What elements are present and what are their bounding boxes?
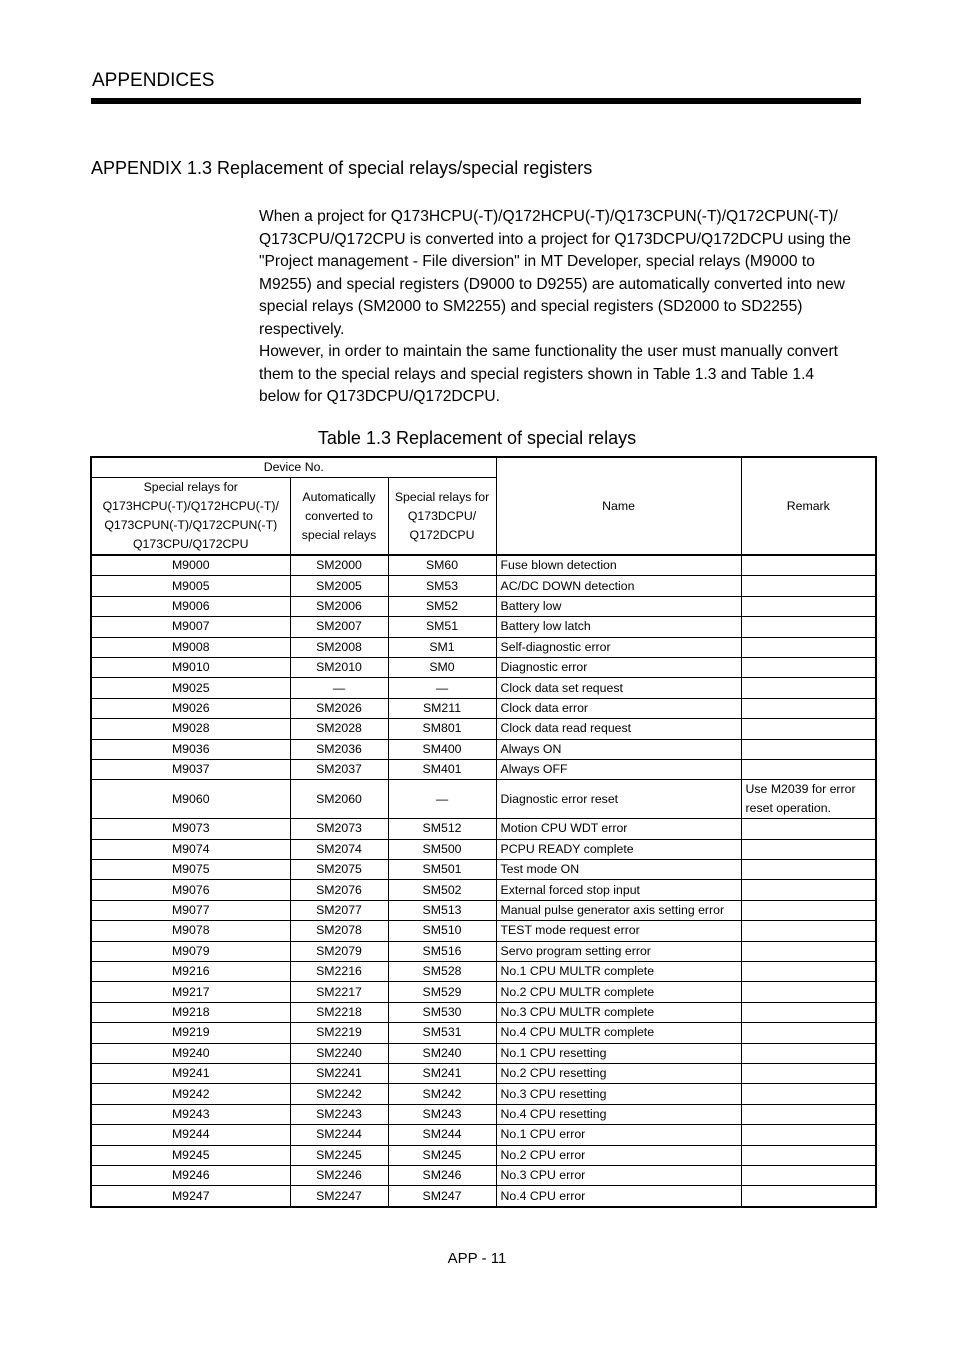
- remark-line: reset operation.: [745, 801, 831, 816]
- cell-special-relay-new: —: [388, 678, 496, 698]
- table-row: [91, 921, 876, 941]
- cell-special-relay-old: M9074: [91, 839, 290, 859]
- cell-remark: [741, 678, 876, 698]
- table-row: [91, 962, 876, 982]
- header-device-no: Device No.: [91, 457, 496, 478]
- cell-remark: [741, 739, 876, 759]
- cell-remark: [741, 900, 876, 920]
- cell-name: No.1 CPU MULTR complete: [496, 962, 741, 982]
- cell-remark: [741, 576, 876, 596]
- table-row: [91, 759, 876, 779]
- cell-special-relay-new: SM242: [388, 1084, 496, 1104]
- cell-remark: [741, 780, 876, 819]
- cell-name: Battery low latch: [496, 617, 741, 637]
- cell-remark: [741, 719, 876, 739]
- cell-name: External forced stop input: [496, 880, 741, 900]
- table-row: [91, 1104, 876, 1124]
- paragraph-line: Q173CPU/Q172CPU is converted into a project for Q173DCPU/Q172DCPU using the: [259, 230, 851, 248]
- cell-name: Clock data set request: [496, 678, 741, 698]
- cell-name: TEST mode request error: [496, 921, 741, 941]
- cell-auto-converted: SM2006: [290, 596, 388, 616]
- cell-special-relay-new: SM801: [388, 719, 496, 739]
- table-row: [91, 1145, 876, 1165]
- cell-remark: [741, 1063, 876, 1083]
- cell-auto-converted: SM2036: [290, 739, 388, 759]
- cell-name: No.2 CPU resetting: [496, 1063, 741, 1083]
- cell-special-relay-new: SM243: [388, 1104, 496, 1124]
- cell-auto-converted: SM2060: [290, 780, 388, 819]
- header-line: special relays: [301, 527, 377, 542]
- cell-name: No.3 CPU error: [496, 1165, 741, 1185]
- header-line: Q172DCPU: [409, 527, 475, 542]
- cell-name: No.2 CPU error: [496, 1145, 741, 1165]
- cell-remark: [741, 1043, 876, 1063]
- header-line: Q173CPU/Q172CPU: [132, 537, 249, 551]
- cell-auto-converted: SM2073: [290, 819, 388, 839]
- cell-remark: [741, 1002, 876, 1022]
- cell-remark: [741, 860, 876, 880]
- table-row: [91, 780, 876, 819]
- page-number: APP - 11: [447, 1250, 507, 1267]
- cell-name: Test mode ON: [496, 860, 741, 880]
- table-caption: Table 1.3 Replacement of special relays: [317, 428, 637, 448]
- cell-auto-converted: SM2216: [290, 962, 388, 982]
- section-header-label: APPENDICES: [92, 70, 215, 91]
- table-row: [91, 900, 876, 920]
- table-row: [91, 819, 876, 839]
- cell-remark: [741, 555, 876, 576]
- cell-special-relay-old: M9247: [91, 1186, 290, 1207]
- cell-name: No.1 CPU error: [496, 1125, 741, 1145]
- cell-special-relay-old: M9219: [91, 1023, 290, 1043]
- cell-special-relay-new: SM516: [388, 941, 496, 961]
- cell-special-relay-old: M9218: [91, 1002, 290, 1022]
- cell-special-relay-new: SM513: [388, 900, 496, 920]
- cell-special-relay-new: SM529: [388, 982, 496, 1002]
- cell-auto-converted: SM2008: [290, 637, 388, 657]
- cell-auto-converted: SM2000: [290, 555, 388, 576]
- paragraph-1: [259, 206, 859, 341]
- paragraph-line: However, in order to maintain the same functionality the user must manually convert: [259, 343, 838, 360]
- cell-remark: [741, 941, 876, 961]
- table-row: [91, 880, 876, 900]
- paragraph-2: [259, 341, 859, 409]
- cell-special-relay-old: M9073: [91, 819, 290, 839]
- cell-special-relay-new: SM0: [388, 657, 496, 677]
- table-row: [91, 596, 876, 616]
- cell-special-relay-old: M9217: [91, 982, 290, 1002]
- table-row: [91, 860, 876, 880]
- cell-special-relay-new: SM528: [388, 962, 496, 982]
- cell-remark: [741, 596, 876, 616]
- header-rule: [91, 98, 861, 104]
- cell-auto-converted: SM2245: [290, 1145, 388, 1165]
- body-text: [259, 206, 859, 409]
- cell-special-relay-old: M9007: [91, 617, 290, 637]
- cell-auto-converted: SM2219: [290, 1023, 388, 1043]
- cell-name: Self-diagnostic error: [496, 637, 741, 657]
- cell-special-relay-old: M9077: [91, 900, 290, 920]
- table-row: [91, 555, 876, 576]
- table-row: [91, 1023, 876, 1043]
- cell-special-relay-new: SM512: [388, 819, 496, 839]
- cell-auto-converted: SM2007: [290, 617, 388, 637]
- header-line: Q173CPUN(-T)/Q172CPUN(-T): [104, 518, 278, 532]
- cell-name: Always OFF: [496, 759, 741, 779]
- table-row: [91, 1084, 876, 1104]
- cell-auto-converted: SM2246: [290, 1165, 388, 1185]
- cell-name: No.3 CPU resetting: [496, 1084, 741, 1104]
- cell-special-relay-new: SM247: [388, 1186, 496, 1207]
- cell-special-relay-new: SM400: [388, 739, 496, 759]
- paragraph-line: M9255) and special registers (D9000 to D9255) are automatically converted into new: [259, 275, 845, 293]
- cell-auto-converted: SM2028: [290, 719, 388, 739]
- cell-remark: [741, 1145, 876, 1165]
- cell-name: Diagnostic error: [496, 657, 741, 677]
- header-line: Q173HCPU(-T)/Q172HCPU(-T)/: [102, 499, 279, 513]
- cell-special-relay-new: SM51: [388, 617, 496, 637]
- cell-special-relay-old: M9036: [91, 739, 290, 759]
- cell-auto-converted: SM2217: [290, 982, 388, 1002]
- cell-name: Fuse blown detection: [496, 555, 741, 576]
- cell-special-relay-old: M9078: [91, 921, 290, 941]
- cell-special-relay-new: SM1: [388, 637, 496, 657]
- cell-special-relay-new: SM245: [388, 1145, 496, 1165]
- cell-auto-converted: SM2077: [290, 900, 388, 920]
- cell-special-relay-new: SM241: [388, 1063, 496, 1083]
- cell-special-relay-new: SM240: [388, 1043, 496, 1063]
- cell-special-relay-new: SM500: [388, 839, 496, 859]
- cell-remark: [741, 637, 876, 657]
- cell-auto-converted: SM2241: [290, 1063, 388, 1083]
- table-row: [91, 1002, 876, 1022]
- cell-remark: [741, 1104, 876, 1124]
- cell-auto-converted: SM2076: [290, 880, 388, 900]
- header-remark: Remark: [741, 457, 876, 555]
- cell-special-relay-new: SM501: [388, 860, 496, 880]
- cell-special-relay-new: SM246: [388, 1165, 496, 1185]
- cell-name: No.1 CPU resetting: [496, 1043, 741, 1063]
- cell-auto-converted: SM2078: [290, 921, 388, 941]
- cell-auto-converted: SM2026: [290, 698, 388, 718]
- cell-name: AC/DC DOWN detection: [496, 576, 741, 596]
- cell-special-relay-old: M9244: [91, 1125, 290, 1145]
- cell-auto-converted: SM2074: [290, 839, 388, 859]
- cell-name: Diagnostic error reset: [496, 780, 741, 819]
- cell-special-relay-old: M9037: [91, 759, 290, 779]
- cell-name: No.4 CPU MULTR complete: [496, 1023, 741, 1043]
- header-line: Special relays for: [143, 480, 238, 494]
- cell-special-relay-old: M9243: [91, 1104, 290, 1124]
- paragraph-line: special relays (SM2000 to SM2255) and special registers (SD2000 to SD2255): [259, 298, 803, 315]
- cell-special-relay-old: M9000: [91, 555, 290, 576]
- cell-auto-converted: SM2243: [290, 1104, 388, 1124]
- cell-special-relay-old: M9075: [91, 860, 290, 880]
- special-relay-table: [90, 456, 877, 1208]
- table-body: [91, 555, 876, 1207]
- cell-auto-converted: SM2075: [290, 860, 388, 880]
- cell-auto-converted: SM2079: [290, 941, 388, 961]
- table-row: [91, 941, 876, 961]
- cell-special-relay-new: SM502: [388, 880, 496, 900]
- table-row: [91, 617, 876, 637]
- cell-name: No.3 CPU MULTR complete: [496, 1002, 741, 1022]
- cell-special-relay-old: M9026: [91, 698, 290, 718]
- cell-remark: [741, 962, 876, 982]
- cell-auto-converted: SM2010: [290, 657, 388, 677]
- header-line: Q173DCPU/: [407, 508, 477, 523]
- table-row: [91, 678, 876, 698]
- cell-special-relay-new: SM530: [388, 1002, 496, 1022]
- cell-auto-converted: SM2240: [290, 1043, 388, 1063]
- table-row: [91, 1165, 876, 1185]
- table-row: [91, 637, 876, 657]
- paragraph-line: respectively.: [259, 320, 345, 338]
- table-row: [91, 982, 876, 1002]
- cell-name: Manual pulse generator axis setting error: [496, 900, 741, 920]
- paragraph-line: "Project management - File diversion" in MT Developer, special relays (M9000 to: [259, 253, 815, 270]
- cell-name: No.4 CPU error: [496, 1186, 741, 1207]
- cell-special-relay-old: M9028: [91, 719, 290, 739]
- cell-auto-converted: SM2037: [290, 759, 388, 779]
- cell-special-relay-new: SM244: [388, 1125, 496, 1145]
- table-row: [91, 839, 876, 859]
- appendix-title: APPENDIX 1.3 Replacement of special relays/special registers: [91, 158, 593, 178]
- cell-auto-converted: SM2218: [290, 1002, 388, 1022]
- cell-special-relay-old: M9079: [91, 941, 290, 961]
- cell-special-relay-old: M9060: [91, 780, 290, 819]
- paragraph-line: them to the special relays and special registers shown in Table 1.3 and Table 1.4: [259, 365, 815, 383]
- cell-name: No.2 CPU MULTR complete: [496, 982, 741, 1002]
- cell-remark: [741, 1084, 876, 1104]
- cell-remark: [741, 617, 876, 637]
- remark-line: Use M2039 for error: [745, 782, 856, 797]
- cell-special-relay-new: SM60: [388, 555, 496, 576]
- cell-name: Always ON: [496, 739, 741, 759]
- cell-special-relay-old: M9245: [91, 1145, 290, 1165]
- cell-name: Battery low: [496, 596, 741, 616]
- cell-special-relay-old: M9006: [91, 596, 290, 616]
- cell-special-relay-new: SM52: [388, 596, 496, 616]
- cell-special-relay-old: M9008: [91, 637, 290, 657]
- cell-remark: [741, 819, 876, 839]
- cell-name: PCPU READY complete: [496, 839, 741, 859]
- table-row: [91, 739, 876, 759]
- cell-name: Clock data read request: [496, 719, 741, 739]
- cell-special-relay-old: M9240: [91, 1043, 290, 1063]
- cell-name: No.4 CPU resetting: [496, 1104, 741, 1124]
- table-row: [91, 1125, 876, 1145]
- cell-name: Motion CPU WDT error: [496, 819, 741, 839]
- table-row: [91, 719, 876, 739]
- cell-special-relay-new: —: [388, 780, 496, 819]
- cell-special-relay-new: SM53: [388, 576, 496, 596]
- header-line: Special relays for: [394, 489, 490, 504]
- cell-special-relay-old: M9246: [91, 1165, 290, 1185]
- cell-special-relay-old: M9025: [91, 678, 290, 698]
- table-row: [91, 576, 876, 596]
- header-auto-converted: [290, 478, 388, 556]
- cell-special-relay-new: SM531: [388, 1023, 496, 1043]
- cell-remark: [741, 698, 876, 718]
- table-row: [91, 1186, 876, 1207]
- cell-remark: [741, 657, 876, 677]
- cell-special-relay-old: M9076: [91, 880, 290, 900]
- cell-auto-converted: —: [290, 678, 388, 698]
- cell-remark: [741, 1165, 876, 1185]
- cell-remark: [741, 759, 876, 779]
- cell-special-relay-new: SM211: [388, 698, 496, 718]
- cell-special-relay-old: M9216: [91, 962, 290, 982]
- cell-name: Clock data error: [496, 698, 741, 718]
- header-name: Name: [496, 457, 741, 555]
- header-special-relays-new: [388, 478, 496, 556]
- header-line: Automatically: [302, 489, 376, 504]
- cell-auto-converted: SM2247: [290, 1186, 388, 1207]
- table-row: [91, 657, 876, 677]
- cell-remark: [741, 1186, 876, 1207]
- header-line: converted to: [305, 508, 373, 523]
- cell-auto-converted: SM2005: [290, 576, 388, 596]
- cell-special-relay-old: M9005: [91, 576, 290, 596]
- table-row: [91, 1063, 876, 1083]
- cell-remark: [741, 880, 876, 900]
- cell-name: Servo program setting error: [496, 941, 741, 961]
- cell-special-relay-new: SM401: [388, 759, 496, 779]
- cell-auto-converted: SM2244: [290, 1125, 388, 1145]
- cell-remark: [741, 1023, 876, 1043]
- cell-special-relay-old: M9242: [91, 1084, 290, 1104]
- header-special-relays-old: [91, 478, 290, 556]
- cell-remark: [741, 982, 876, 1002]
- paragraph-line: below for Q173DCPU/Q172DCPU.: [259, 388, 500, 405]
- cell-special-relay-old: M9241: [91, 1063, 290, 1083]
- table-row: [91, 698, 876, 718]
- cell-remark: [741, 839, 876, 859]
- cell-remark: [741, 921, 876, 941]
- cell-special-relay-old: M9010: [91, 657, 290, 677]
- table-row: [91, 1043, 876, 1063]
- cell-remark: [741, 1125, 876, 1145]
- cell-auto-converted: SM2242: [290, 1084, 388, 1104]
- cell-special-relay-new: SM510: [388, 921, 496, 941]
- paragraph-line: When a project for Q173HCPU(-T)/Q172HCPU(-T)/Q173CPUN(-T)/Q172CPUN(-T)/: [259, 208, 838, 225]
